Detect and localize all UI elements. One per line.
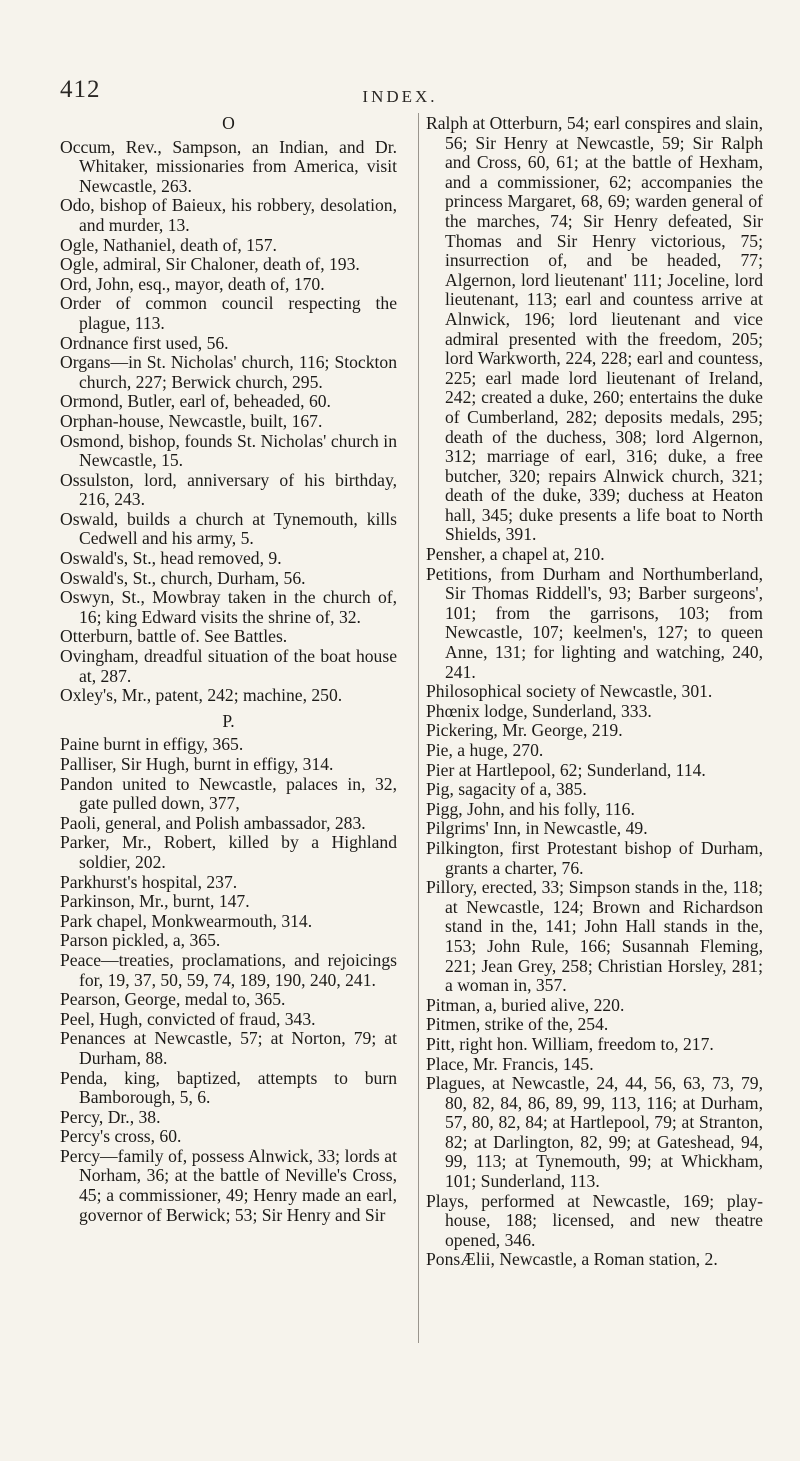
index-entry: Pickering, Mr. George, 219. xyxy=(426,720,623,741)
section-letter: P. xyxy=(222,710,235,731)
index-entry: Petitions, from Durham and Northumberland, Sir Thomas Riddell's, 93; Barber surgeons', 101; from the garrisons, 103; from Newcastle, 107; keelmen's, 127; to queen Anne, 131; for lighting and watching, 240, 241. xyxy=(426,563,763,682)
index-entry: Percy, Dr., 38. xyxy=(60,1106,161,1127)
index-entry: Palliser, Sir Hugh, burnt in effigy, 314. xyxy=(60,754,334,774)
index-entry: Percy—family of, possess Alnwick, 33; lords at Norham, 36; at the battle of Neville's Cross, 45; a commissioner, 49; Henry made an earl, governor of Berwick; 53; Sir Henry and Sir xyxy=(60,1145,397,1225)
index-entry: Oswald's, St., church, Durham, 56. xyxy=(60,567,306,588)
index-entry: PonsÆlii, Newcastle, a Roman station, 2. xyxy=(426,1249,718,1270)
index-entry: Pig, sagacity of a, 385. xyxy=(426,779,587,800)
index-entry: Organs—in St. Nicholas' church, 116; Stockton church, 227; Berwick church, 295. xyxy=(60,352,397,392)
index-entry: Oswald, builds a church at Tynemouth, kills Cedwell and his army, 5. xyxy=(60,508,397,549)
index-entry: Penda, king, baptized, attempts to burn Bamborough, 5, 6. xyxy=(60,1067,397,1108)
index-entry: Paoli, general, and Polish ambassador, 283. xyxy=(60,812,366,833)
index-entry: Pie, a huge, 270. xyxy=(426,740,544,760)
index-entry: Pitmen, strike of the, 254. xyxy=(426,1014,609,1035)
right-column xyxy=(426,114,763,1270)
index-entry: Parkinson, Mr., burnt, 147. xyxy=(60,891,250,912)
page-number: 412 xyxy=(60,76,101,103)
index-entry: Oswyn, St., Mowbray taken in the church of, 16; king Edward visits the shrine of, 32. xyxy=(60,587,397,627)
index-entry: Ordnance first used, 56. xyxy=(60,332,229,353)
index-entry: Plagues, at Newcastle, 24, 44, 56, 63, 73, 79, 80, 82, 84, 86, 89, 99, 113, 116; at Durham, 57, 80, 82, 84; at Hartlepool, 79; at Stranton, 82; at Darlington, 82, 99; at Gateshead, 94, 99, 113; at Tynemouth, 99; at Whickham, 101; Sunderland, 113. xyxy=(426,1073,763,1192)
index-entry: Oxley's, Mr., patent, 242; machine, 250. xyxy=(60,685,343,706)
index-entry: Pier at Hartlepool, 62; Sunderland, 114. xyxy=(426,759,706,780)
index-entry: Osmond, bishop, founds St. Nicholas' church in Newcastle, 15. xyxy=(60,430,397,471)
index-entry: Ralph at Otterburn, 54; earl conspires and slain, 56; Sir Henry at Newcastle, 59; Sir Ralph and Cross, 60, 61; at the battle of Hexham, and a commissioner, 62; accompanies the princess Margaret, 68, 69; warden general of the marches, 74; Sir Henry defeated, Sir Thomas and Sir Henry victorious, 75; insurrection of, and be headed, 77; Algernon, lord lieutenant' 111; Joceline, lord lieutenant, 113; earl and countess arrive at Alnwick, 196; lord lieutenant and vice admiral presented with the freedom, 205; lord Warkworth, 224, 228; earl and countess, 225; earl made lord lieutenant of Ireland, 242; created a duke, 260; entertains the duke of Cumberland, 282; deposits medals, 295; death of the duchess, 308; lord Algernon, 312; marriage of earl, 316; duke, a free butcher, 320; repairs Alnwick church, 321; death of the duke, 339; duchess at Heaton hall, 345; duke presents a life boat to North Shields, 391. xyxy=(426,113,763,545)
index-entry: Pearson, George, medal to, 365. xyxy=(60,989,286,1010)
index-entry: Peace—treaties, proclamations, and rejoicings for, 19, 37, 50, 59, 74, 189, 190, 240, 241. xyxy=(60,949,397,990)
index-entry: Ogle, admiral, Sir Chaloner, death of, 193. xyxy=(60,254,360,275)
index-entry: Ogle, Nathaniel, death of, 157. xyxy=(60,234,277,255)
index-entry: Penances at Newcastle, 57; at Norton, 79; at Durham, 88. xyxy=(60,1028,397,1068)
index-entry: Otterburn, battle of. See Battles. xyxy=(60,626,288,647)
index-entry: Pandon united to Newcastle, palaces in, 32, gate pulled down, 377, xyxy=(60,773,397,814)
left-column xyxy=(60,114,397,1225)
index-entry: Pensher, a chapel at, 210. xyxy=(426,544,605,565)
index-entry: Pillory, erected, 33; Simpson stands in the, 118; at Newcastle, 124; Brown and Richardson stand in the, 141; John Hall stands in the, 153; John Rule, 166; Susannah Fleming, 221; Jean Grey, 258; Christian Horsley, 281; a woman in, 357. xyxy=(426,877,763,996)
index-entry: Order of common council respecting the plague, 113. xyxy=(60,293,397,333)
index-entry: Pitt, right hon. William, freedom to, 217. xyxy=(426,1033,714,1054)
section-letter: O xyxy=(222,113,235,133)
index-entry: Ossulston, lord, anniversary of his birthday, 216, 243. xyxy=(60,469,397,510)
index-entry: Philosophical society of Newcastle, 301. xyxy=(426,681,713,702)
index-entry: Ormond, Butler, earl of, beheaded, 60. xyxy=(60,391,331,412)
index-entry: Pilkington, first Protestant bishop of Durham, grants a charter, 76. xyxy=(426,837,763,878)
index-entry: Oswald's, St., head removed, 9. xyxy=(60,548,282,569)
index-entry: Ovingham, dreadful situation of the boat house at, 287. xyxy=(60,646,397,686)
index-entry: Place, Mr. Francis, 145. xyxy=(426,1053,594,1074)
index-entry: Paine burnt in effigy, 365. xyxy=(60,734,244,755)
index-entry: Pigg, John, and his folly, 116. xyxy=(426,798,635,819)
index-entry: Occum, Rev., Sampson, an Indian, and Dr. Whitaker, missionaries from America, visit Newcastle, 263. xyxy=(60,136,397,196)
index-entry: Ord, John, esq., mayor, death of, 170. xyxy=(60,273,325,294)
column-divider xyxy=(418,113,419,1343)
index-entry: Plays, performed at Newcastle, 169; play-house, 188; licensed, and new theatre opened, 346. xyxy=(426,1190,763,1250)
index-entry: Pilgrims' Inn, in Newcastle, 49. xyxy=(426,818,648,839)
index-entry: Parker, Mr., Robert, killed by a Highland soldier, 202. xyxy=(60,832,397,872)
running-head: INDEX. xyxy=(362,87,438,106)
index-entry: Pitman, a, buried alive, 220. xyxy=(426,994,625,1015)
index-entry: Orphan-house, Newcastle, built, 167. xyxy=(60,410,323,431)
index-entry: Odo, bishop of Baieux, his robbery, desolation, and murder, 13. xyxy=(60,195,397,235)
index-entry: Park chapel, Monkwearmouth, 314. xyxy=(60,910,313,931)
index-entry: Parkhurst's hospital, 237. xyxy=(60,871,238,892)
index-entry: Phœnix lodge, Sunderland, 333. xyxy=(426,700,652,721)
index-entry: Percy's cross, 60. xyxy=(60,1126,182,1147)
index-entry: Peel, Hugh, convicted of fraud, 343. xyxy=(60,1008,316,1029)
index-entry: Parson pickled, a, 365. xyxy=(60,930,221,951)
